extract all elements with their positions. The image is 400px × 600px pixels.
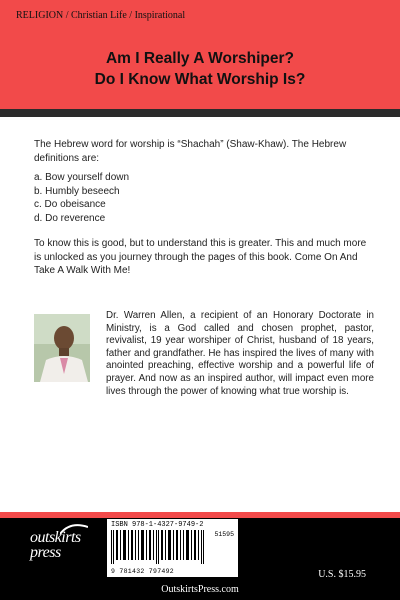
publisher-name-line1: outskirts [30,529,81,546]
price-label: U.S. $15.95 [318,569,366,580]
barcode-number: 9 781432 797492 [111,568,175,575]
publisher-website: OutskirtsPress.com [161,584,239,595]
book-title [0,48,400,90]
definitions-list [34,171,372,225]
barcode [107,519,238,577]
category-label: RELIGION / Christian Life / Inspirational [16,10,186,21]
publisher-logo [30,530,90,570]
definition-item: d. Do reverence [34,212,106,224]
publisher-name-line2: press [30,544,61,561]
title-line-2: Do I Know What Worship Is? [94,71,306,88]
tagline-paragraph: To know this is good, but to understand this is greater. This and much more is unlocked as you journey through the pages of this book. Come On And Take A Walk With Me! [34,238,367,276]
definition-item: a. Bow yourself down [34,172,130,183]
definition-item: c. Do obeisance [34,199,106,210]
isbn-label: ISBN 978-1-4327-9749-2 [111,521,204,529]
definition-item: b. Humbly beseech [34,185,120,197]
description [34,138,372,278]
barcode-icon [111,530,207,564]
title-line-1: Am I Really A Worshiper? [105,50,295,67]
intro-paragraph: The Hebrew word for worship is “Shachah” (Shaw-Khaw). The Hebrew definitions are: [34,139,347,164]
publisher-swoosh-icon [60,523,88,535]
author-photo [34,314,90,382]
author-bio: Dr. Warren Allen, a recipient of an Honorary Doctorate in Ministry, is a God called and chosen prophet, pastor, revivalist, 19 year worshiper of Christ, husband of 18 years, father and grandfather. He has inspired the lives of many with anointed preaching, effective worship and a powerful life of prayer. And now as an inspired author, will impact even more lives through the power of knowing what true worship is. [106,310,374,397]
price-code: 51595 [214,531,234,538]
